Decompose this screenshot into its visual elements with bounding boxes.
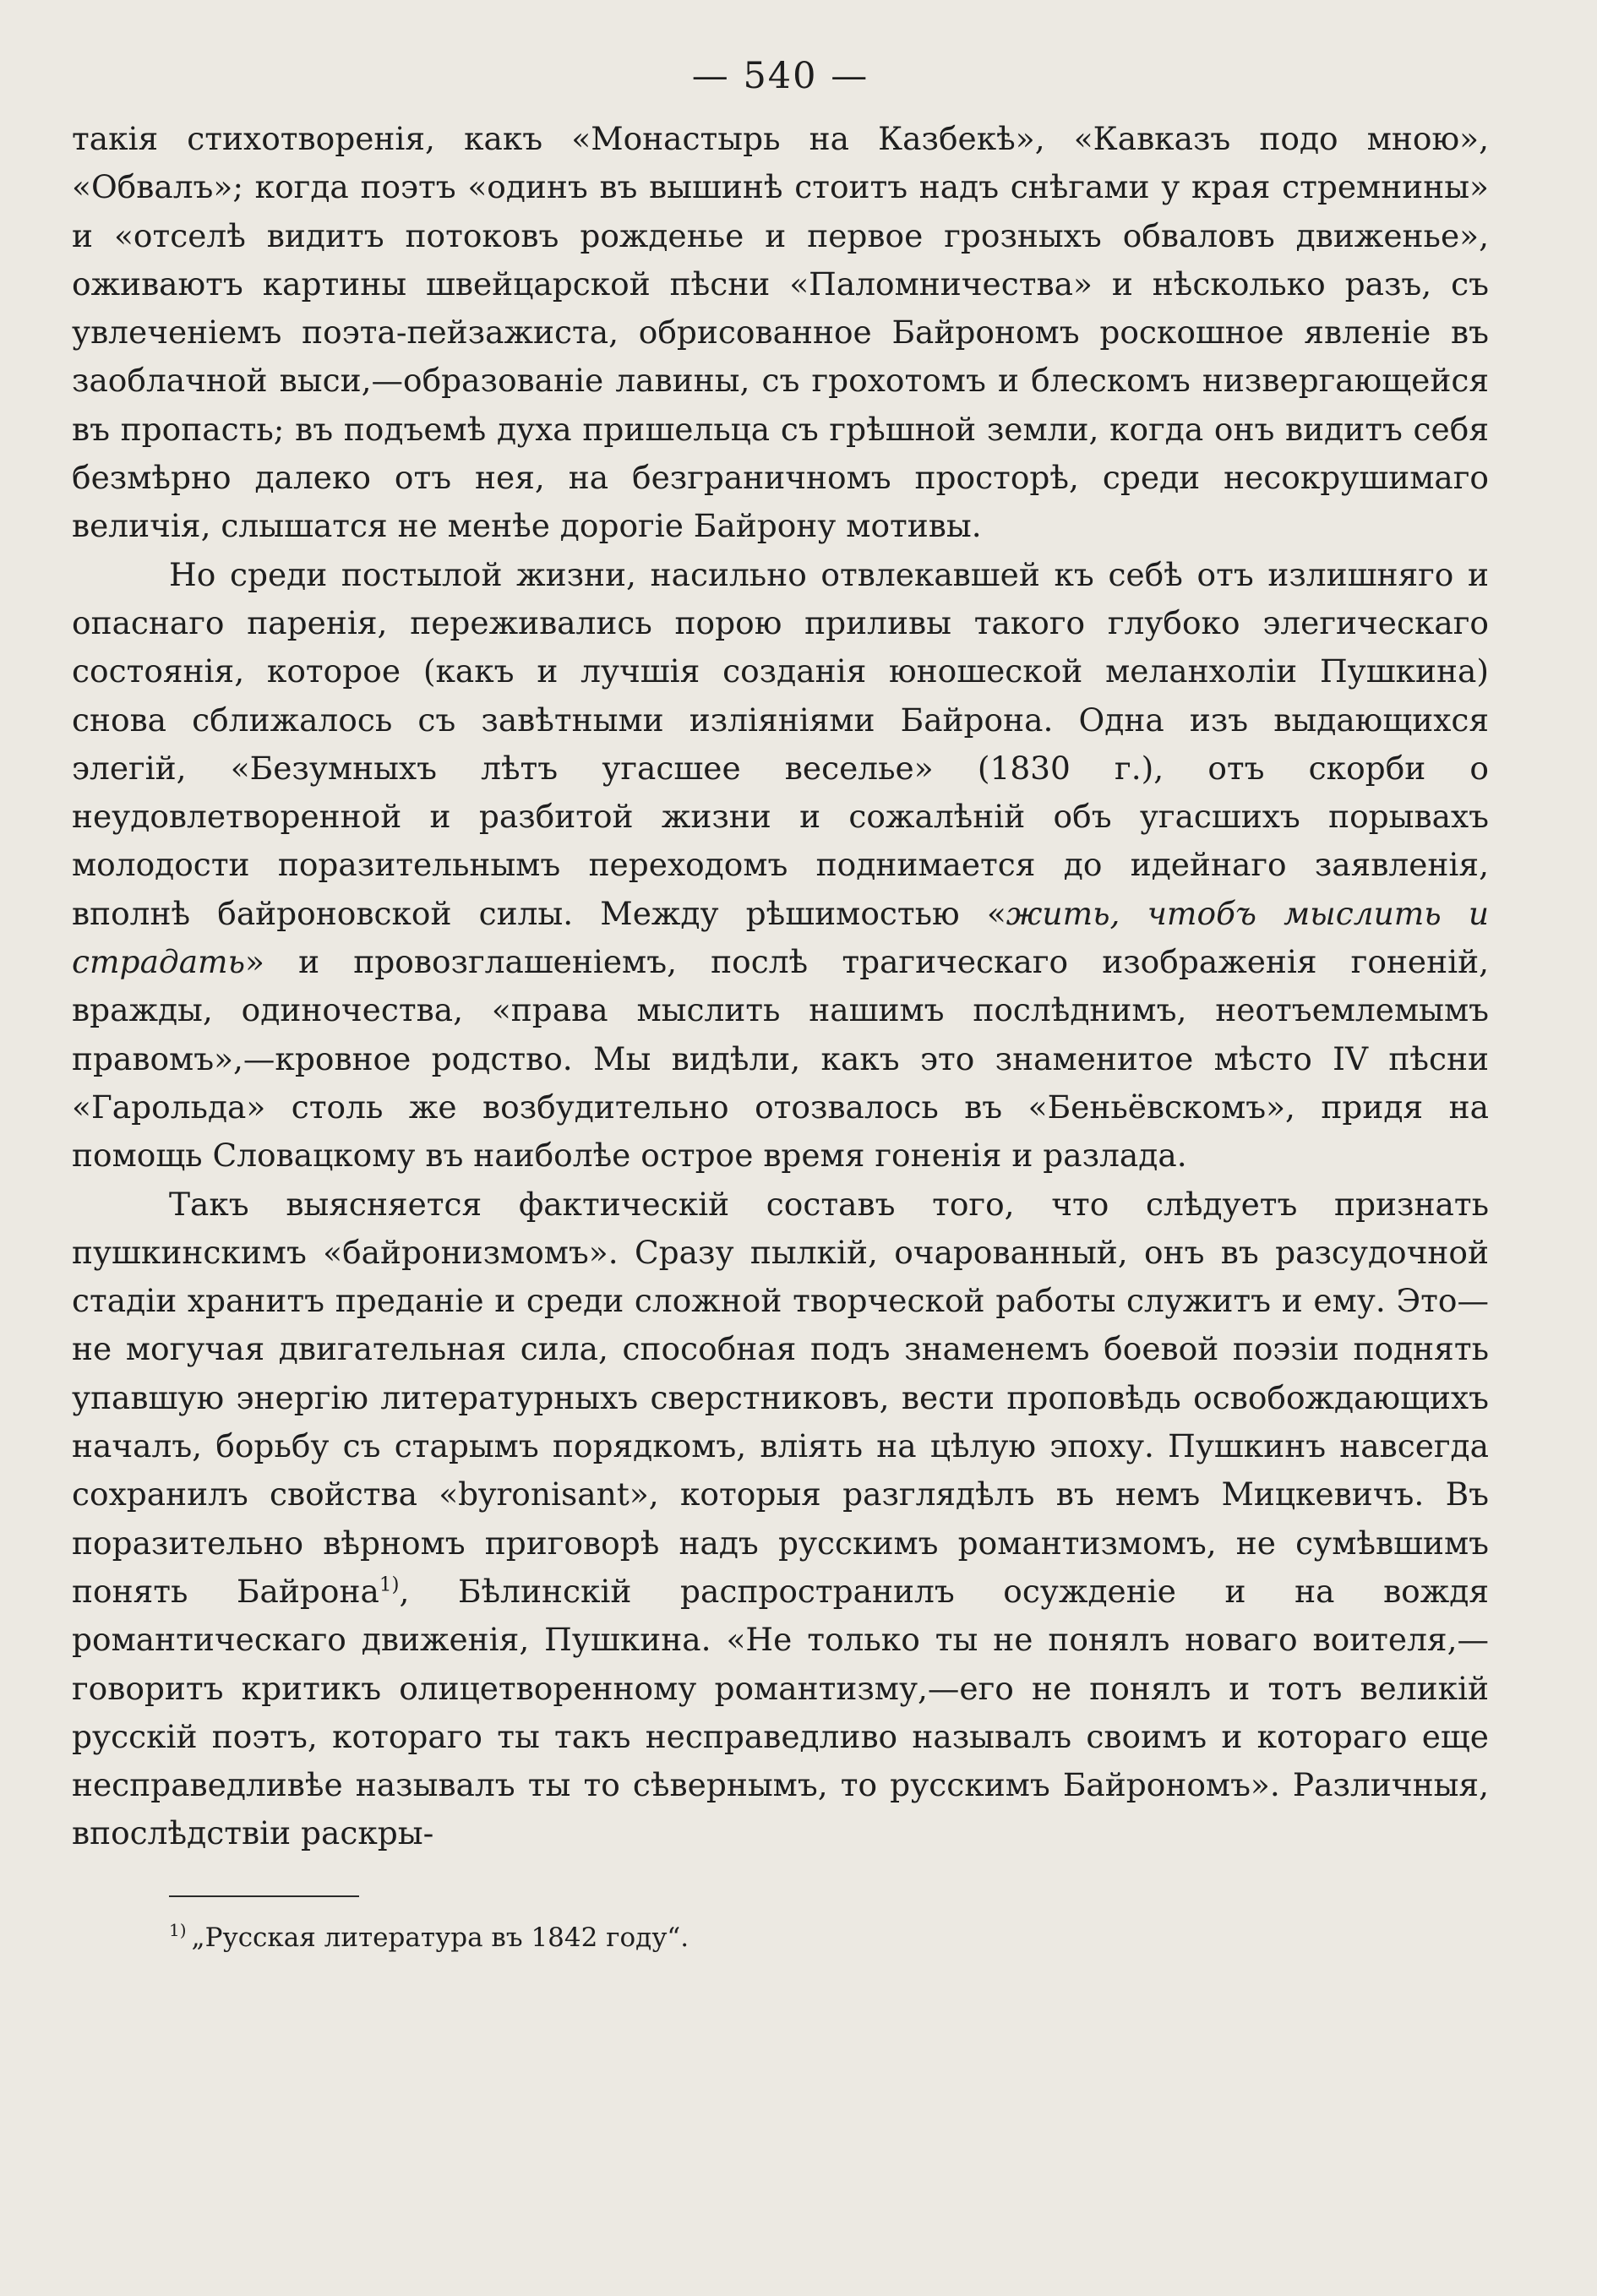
paragraph-text: » и провозглашеніемъ, послѣ трагическаго изображенія гоненій, вражды, одиночества, «права мыслить нашимъ послѣднимъ, неотъемлемымъ правомъ»,—кровное родство. Мы видѣли, какъ это знаменитое мѣсто IV пѣсни «Гарольда» столь же возбудительно отозвалось въ «Беньёвскомъ», придя на помощь Словацкому въ наиболѣе острое время гоненія и разлада.	[72, 943, 1489, 1175]
footnote	[169, 1919, 1489, 1956]
paragraph-text: Такъ выясняется фактическій составъ того, что слѣдуетъ признать пушкинскимъ «байронизмомъ». Сразу пылкій, очарованный, онъ въ разсудочной стадіи хранитъ преданіе и среди сложной творческой работы служитъ и ему. Это—не могучая двигательная сила, способная подъ знаменемъ боевой поэзіи поднять упавшую энергію литературныхъ сверстниковъ, вести проповѣдь освобождающихъ началъ, борьбу съ старымъ порядкомъ, вліять на цѣлую эпоху. Пушкинъ навсегда сохранилъ свойства «byronisant», которыя разглядѣлъ въ немъ Мицкевичъ. Въ поразительно вѣрномъ приговорѣ надъ русскимъ романтизмомъ, не сумѣвшимъ понять Байрона	[72, 1185, 1489, 1610]
paragraph-text: Но среди постылой жизни, насильно отвлекавшей къ себѣ отъ излишняго и опаснаго паренія, переживались порою приливы такого глубоко элегическаго состоянія, которое (какъ и лучшія созданія юношеской меланхоліи Пушкина) снова сближалось съ завѣтными изліяніями Байрона. Одна изъ выдающихся элегій, «Безумныхъ лѣтъ угасшее веселье» (1830 г.), отъ скорби о неудовлетворенной и разбитой жизни и сожалѣній объ угасшихъ порывахъ молодости поразительнымъ переходомъ поднимается до идейнаго заявленія, вполнѣ байроновской силы. Между рѣшимостью «	[72, 555, 1489, 932]
paragraph-text: , Бѣлинскій распространилъ осужденіе и на вождя романтическаго движенія, Пушкина. «Не только ты не понялъ новаго воителя,—говоритъ критикъ олицетворенному романтизму,—его не понялъ и тотъ великій русскій поэтъ, котораго ты такъ несправедливо называлъ своимъ и котораго еще несправедливѣе называлъ ты то сѣвернымъ, то русскимъ Байрономъ». Различныя, впослѣдствіи раскры-	[72, 1572, 1489, 1852]
paragraph-byronism	[72, 1181, 1489, 1858]
page-number: — 540 —	[691, 55, 869, 97]
emphasized-quote: жить, чтобъ мыслить и страдать	[72, 894, 1490, 981]
footnote-text: „Русская литература въ 1842 году“.	[191, 1922, 689, 1953]
footnote-divider	[169, 1895, 359, 1897]
footnote-mark: 1)	[169, 1920, 187, 1941]
paragraph-continuation: такія стихотворенія, какъ «Монастырь на Казбекѣ», «Кавказъ подо мною», «Обвалъ»; когда поэтъ «одинъ въ вышинѣ стоитъ надъ снѣгами у края стремнины» и «отселѣ видитъ потоковъ рожденье и первое грозныхъ обваловъ движенье», оживаютъ картины швейцарской пѣсни «Паломничества» и нѣсколько разъ, съ увлеченіемъ поэта-пейзажиста, обрисованное Байрономъ роскошное явленіе въ заоблачной выси,—образованіе лавины, съ грохотомъ и блескомъ низвергающейся въ пропасть; въ подъемѣ духа пришельца съ грѣшной земли, когда онъ видитъ себя безмѣрно далеко отъ нея, на безграничномъ просторѣ, среди несокрушимаго величія, слышатся не менѣе дорогіе Байрону мотивы.	[72, 120, 1489, 545]
footnote-reference[interactable]: 1)	[379, 1573, 400, 1596]
paragraph-elegy	[72, 551, 1489, 1181]
